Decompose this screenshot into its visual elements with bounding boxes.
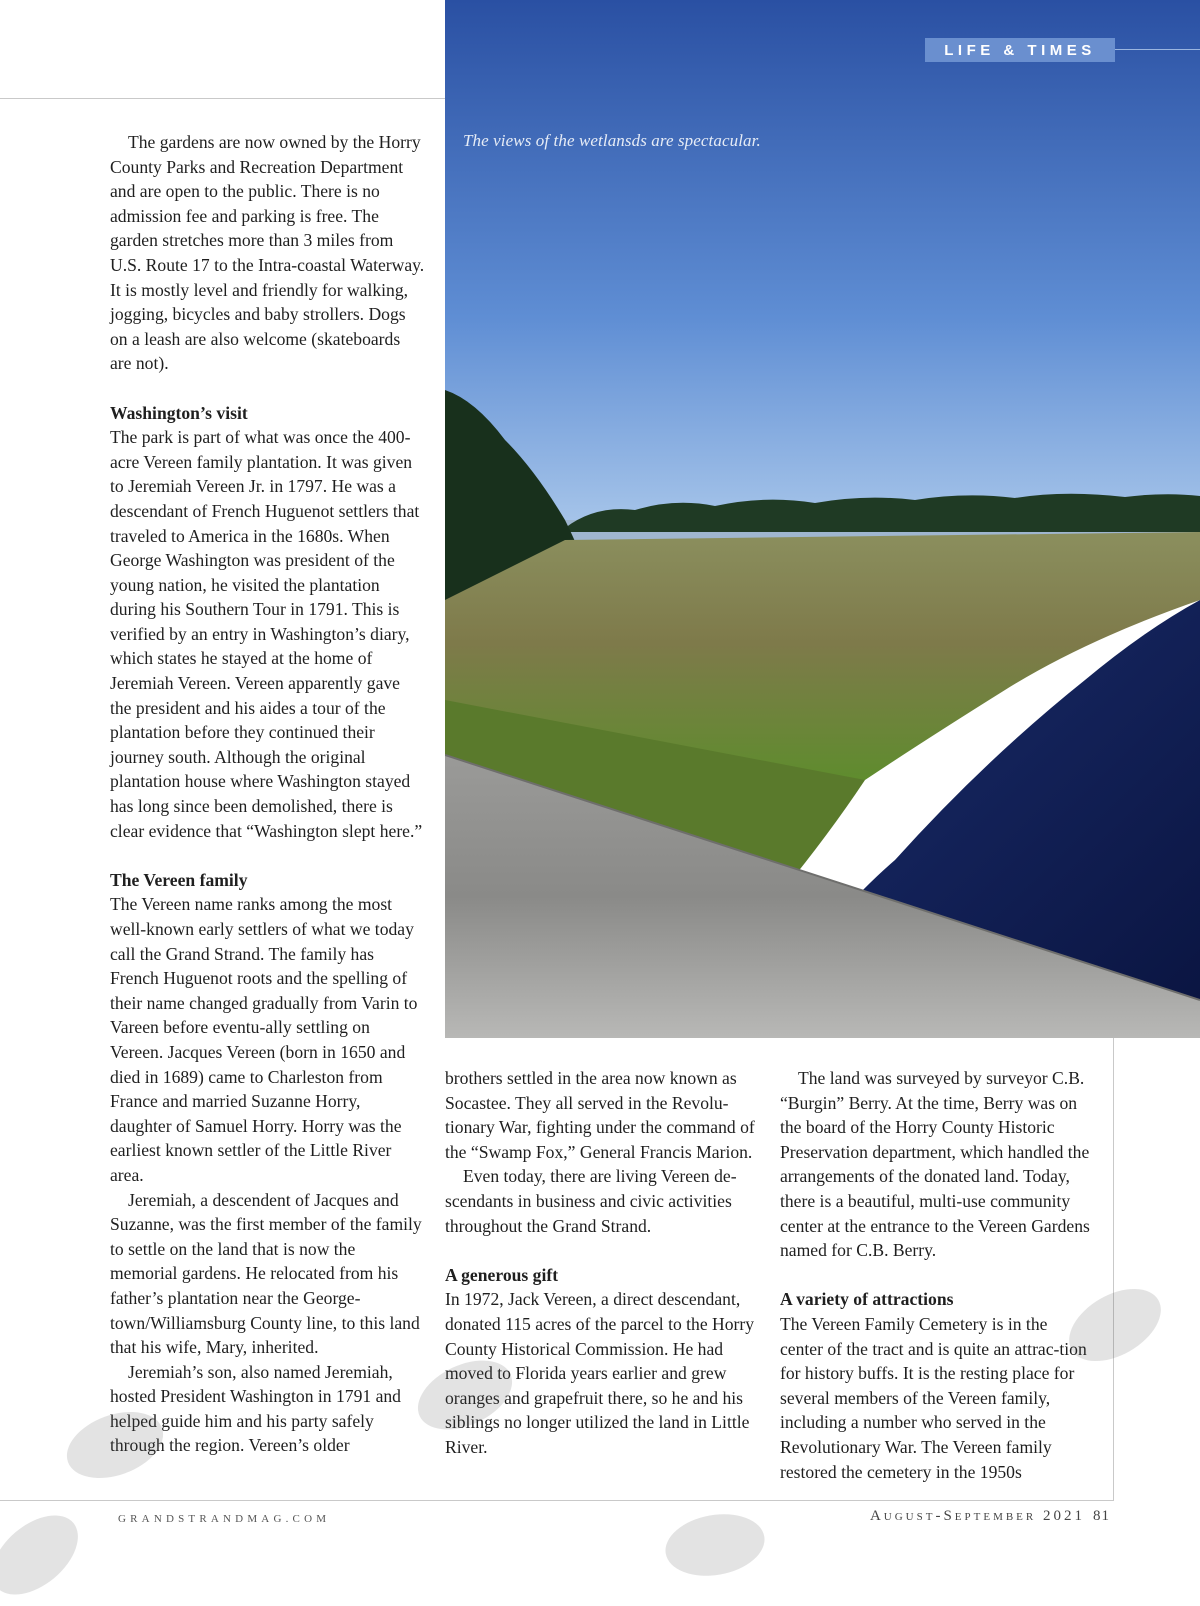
paragraph: In 1972, Jack Vereen, a direct descendant, donated 115 acres of the parcel to the Horry County Historical Commission. He had moved to Florida years earlier and grew oranges and grapefruit there, so he and his siblings no longer utilized the land in Little River. xyxy=(445,1289,755,1457)
paragraph: The land was surveyed by surveyor C.B. “Burgin” Berry. At the time, Berry was on the board of the Horry County Historic Preservation department, which handled the arrangements of the donated land. Today, there is a beautiful, multi-use community center at the entrance to the Vereen Gardens named for C.B. Berry. xyxy=(780,1068,1090,1261)
paragraph: The gardens are now owned by the Horry County Parks and Recreation Department and are open to the public. There is no admission fee and parking is free. The garden stretches more than 3 miles from U.S. Route 17 to the Intra-coastal Waterway. It is mostly level and friendly for walking, jogging, bicycles and baby strollers. Dogs on a leash are also welcome (skateboards are not). xyxy=(110,132,425,374)
section-tag: LIFE & TIMES xyxy=(925,38,1115,62)
paragraph: Jeremiah’s son, also named Jeremiah, hosted President Washington in 1791 and helped guide him and his party safely through the region. Vereen’s older xyxy=(110,1361,401,1456)
footer-issue xyxy=(870,1508,1110,1525)
paragraph: Jeremiah, a descendent of Jacques and Suzanne, was the first member of the family to settle on the land that is now the memorial gardens. He relocated from his father’s plantation near the George-town/Williamsburg County line, to this land that his wife, Mary, inherited. xyxy=(110,1189,422,1358)
subheading-vereen-family: The Vereen family xyxy=(110,869,248,890)
article-column-3 xyxy=(780,1066,1090,1484)
footprint-decoration-icon xyxy=(660,1500,770,1590)
top-rule xyxy=(0,98,445,99)
subheading-washingtons-visit: Washington’s visit xyxy=(110,402,248,423)
wetlands-photo-graphic xyxy=(445,0,1200,1038)
article-column-1 xyxy=(110,130,425,1458)
subheading-variety-of-attractions: A variety of attractions xyxy=(780,1289,954,1310)
frame-rule-right xyxy=(1113,1038,1114,1500)
footer-issue-date: August-September 2021 xyxy=(869,1508,1085,1524)
subheading-generous-gift: A generous gift xyxy=(445,1264,559,1285)
paragraph: The park is part of what was once the 400-acre Vereen family plantation. It was given to Jeremiah Vereen Jr. in 1797. He was a descendant of French Huguenot settlers that traveled to America in the 1680s. When George Washington was president of the young nation, he visited the plantation during his Southern Tour in 1791. This is verified by an entry in Washington’s diary, which states he stayed at the home of Jeremiah Vereen. Vereen apparently gave the president and his aides a tour of the plantation before they continued their journey south. Although the original plantation house where Washington stayed has long since been demolished, there is clear evidence that “Washington slept here.” xyxy=(110,427,423,841)
page-number: 81 xyxy=(1093,1508,1110,1524)
section-rule xyxy=(1115,49,1200,50)
paragraph: The Vereen name ranks among the most well-known early settlers of what we today call the Grand Strand. The family has French Huguenot roots and the spelling of their name changed gradually from Varin to Vareen before eventu-ally settling on Vereen. Jacques Vereen (born in 1650 and died in 1689) came to Charleston from France and married Suzanne Horry, daughter of Samuel Horry. Horry was the earliest known settler of the Little River area. xyxy=(110,894,418,1185)
paragraph: brothers settled in the area now known as Socastee. They all served in the Revolu-tionary War, fighting under the command of the “Swamp Fox,” General Francis Marion. xyxy=(445,1068,755,1162)
article-column-2 xyxy=(445,1066,760,1460)
footprint-decoration-icon xyxy=(0,1510,90,1600)
wetlands-photo xyxy=(445,0,1200,1038)
paragraph: The Vereen Family Cemetery is in the center of the tract and is quite an attrac-tion for history buffs. It is the resting place for several members of the Vereen family, including a number who served in the Revolutionary War. The Vereen family restored the cemetery in the 1950s xyxy=(780,1313,1087,1482)
paragraph: Even today, there are living Vereen de-scendants in business and civic activities throughout the Grand Strand. xyxy=(445,1166,737,1236)
photo-caption: The views of the wetlansds are spectacular. xyxy=(463,131,761,150)
frame-rule-bottom xyxy=(0,1500,1114,1501)
footer-website: GRANDSTRANDMAG.COM xyxy=(118,1513,331,1525)
